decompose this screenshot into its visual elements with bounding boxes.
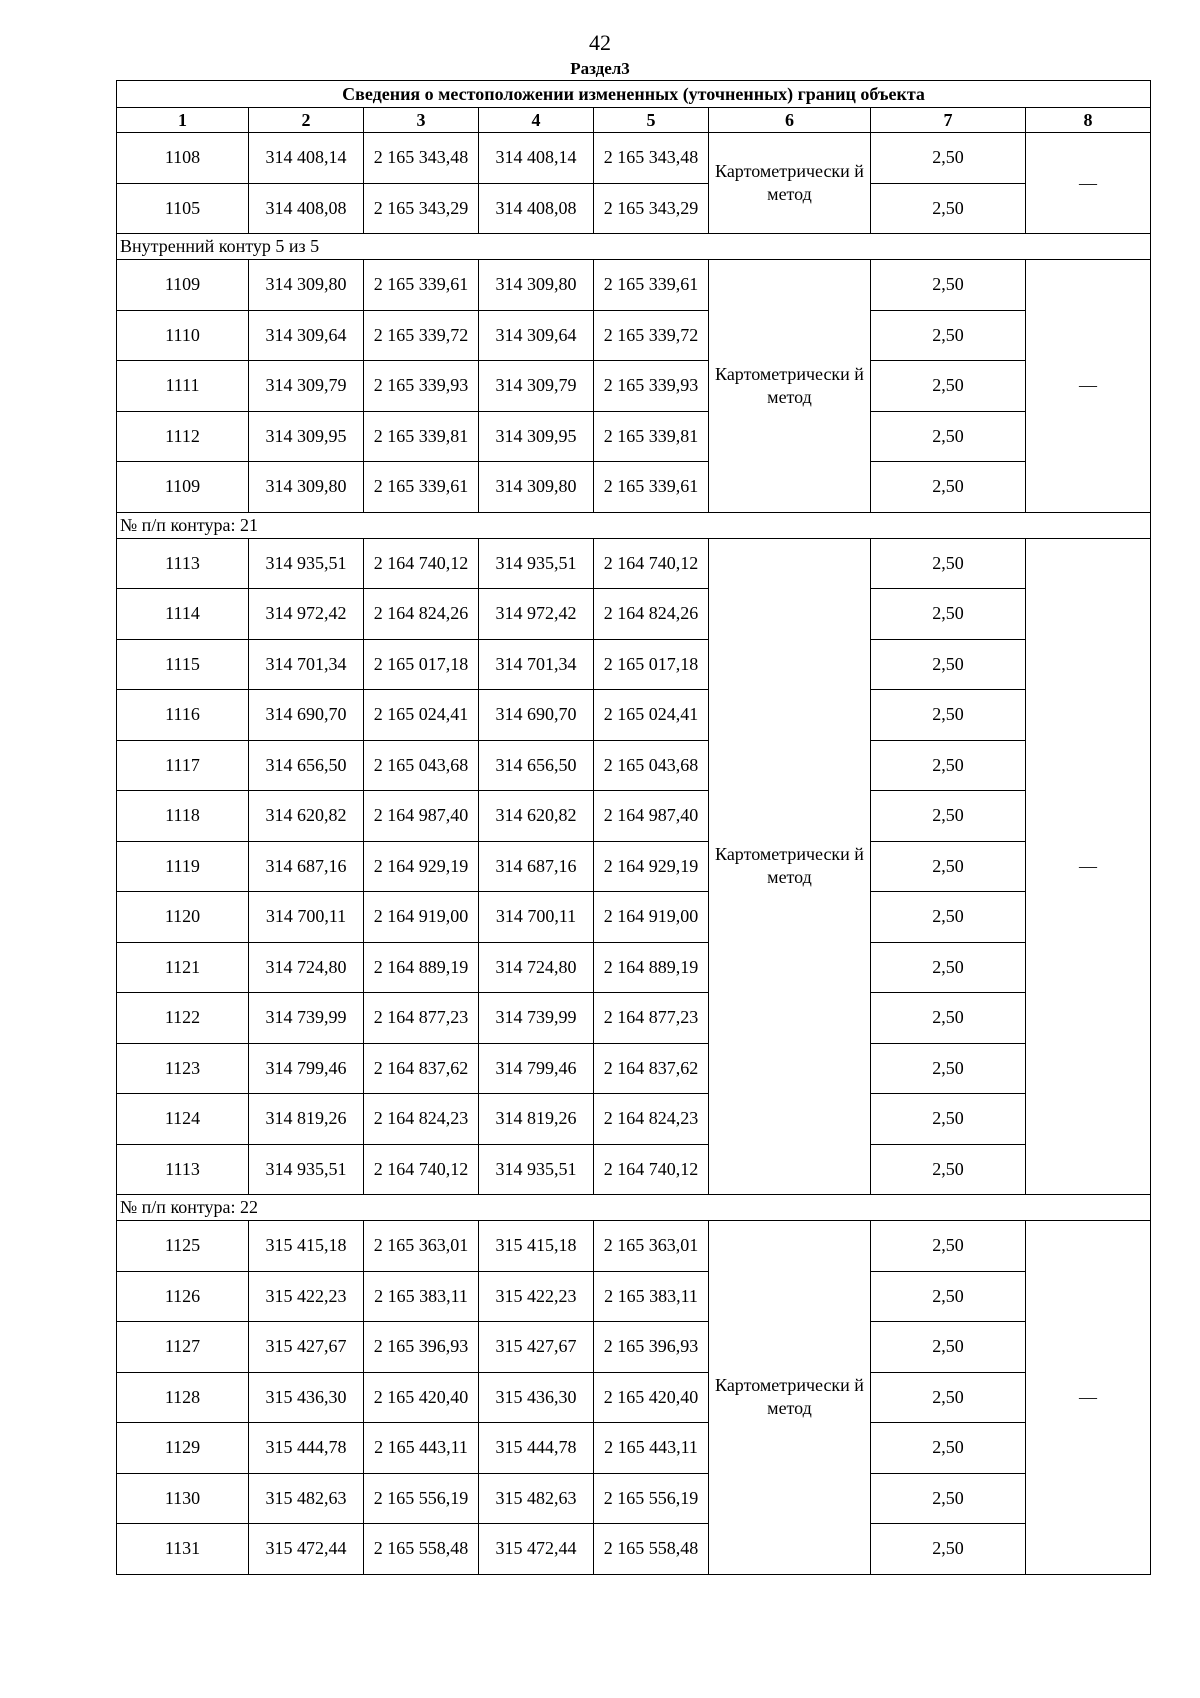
point-number-cell: 1121: [117, 942, 249, 993]
y-existing-cell: 2 165 339,72: [364, 310, 479, 361]
x-new-cell: 314 972,42: [479, 589, 594, 640]
y-new-cell: 2 164 740,12: [594, 1144, 709, 1195]
column-header: 2: [249, 108, 364, 133]
accuracy-cell: 2,50: [871, 892, 1026, 943]
table-row: [117, 361, 1151, 412]
x-existing-cell: 315 427,67: [249, 1322, 364, 1373]
y-new-cell: 2 165 420,40: [594, 1372, 709, 1423]
x-new-cell: 315 444,78: [479, 1423, 594, 1474]
x-new-cell: 314 408,14: [479, 133, 594, 184]
point-number-cell: 1119: [117, 841, 249, 892]
accuracy-cell: 2,50: [871, 411, 1026, 462]
accuracy-cell: 2,50: [871, 639, 1026, 690]
x-new-cell: 314 408,08: [479, 183, 594, 234]
y-new-cell: 2 165 343,48: [594, 133, 709, 184]
table-row: [117, 690, 1151, 741]
point-number-cell: 1117: [117, 740, 249, 791]
x-existing-cell: 315 444,78: [249, 1423, 364, 1474]
y-existing-cell: 2 165 343,48: [364, 133, 479, 184]
contour-label: № п/п контура: 21: [117, 512, 1151, 538]
table-row: [117, 1094, 1151, 1145]
accuracy-cell: 2,50: [871, 841, 1026, 892]
y-new-cell: 2 164 919,00: [594, 892, 709, 943]
x-existing-cell: 314 309,80: [249, 260, 364, 311]
table-row: [117, 942, 1151, 993]
y-new-cell: 2 164 877,23: [594, 993, 709, 1044]
point-number-cell: 1127: [117, 1322, 249, 1373]
table-row: [117, 1322, 1151, 1373]
x-new-cell: 315 422,23: [479, 1271, 594, 1322]
accuracy-cell: 2,50: [871, 1322, 1026, 1373]
point-number-cell: 1113: [117, 538, 249, 589]
x-new-cell: 315 427,67: [479, 1322, 594, 1373]
point-number-cell: 1110: [117, 310, 249, 361]
y-new-cell: 2 165 558,48: [594, 1524, 709, 1575]
x-existing-cell: 314 687,16: [249, 841, 364, 892]
table-row: [117, 1221, 1151, 1272]
x-existing-cell: 314 724,80: [249, 942, 364, 993]
method-cell: Картометрически й метод: [709, 1221, 871, 1575]
table-title: Сведения о местоположении измененных (уточненных) границ объекта: [117, 81, 1151, 108]
description-dash-cell: —: [1026, 133, 1151, 234]
y-new-cell: 2 165 339,61: [594, 260, 709, 311]
x-existing-cell: 315 415,18: [249, 1221, 364, 1272]
section-title: Раздел3: [570, 59, 630, 78]
y-existing-cell: 2 164 889,19: [364, 942, 479, 993]
y-existing-cell: 2 165 383,11: [364, 1271, 479, 1322]
table-row: [117, 639, 1151, 690]
x-existing-cell: 314 309,79: [249, 361, 364, 412]
y-new-cell: 2 165 024,41: [594, 690, 709, 741]
x-new-cell: 314 309,80: [479, 260, 594, 311]
column-header: 3: [364, 108, 479, 133]
page-number: 42: [589, 30, 611, 55]
point-number-cell: 1131: [117, 1524, 249, 1575]
point-number-cell: 1116: [117, 690, 249, 741]
point-number-cell: 1114: [117, 589, 249, 640]
x-existing-cell: 314 701,34: [249, 639, 364, 690]
x-existing-cell: 314 972,42: [249, 589, 364, 640]
y-existing-cell: 2 165 558,48: [364, 1524, 479, 1575]
table-row: [117, 1473, 1151, 1524]
y-existing-cell: 2 165 339,81: [364, 411, 479, 462]
table-row: [117, 462, 1151, 513]
accuracy-cell: 2,50: [871, 361, 1026, 412]
accuracy-cell: 2,50: [871, 993, 1026, 1044]
point-number-cell: 1113: [117, 1144, 249, 1195]
contour-label-row: [117, 1195, 1151, 1221]
table-row: [117, 791, 1151, 842]
description-dash-cell: —: [1026, 260, 1151, 513]
point-number-cell: 1111: [117, 361, 249, 412]
y-existing-cell: 2 164 929,19: [364, 841, 479, 892]
y-existing-cell: 2 164 987,40: [364, 791, 479, 842]
x-new-cell: 314 309,64: [479, 310, 594, 361]
x-existing-cell: 314 408,14: [249, 133, 364, 184]
y-existing-cell: 2 165 043,68: [364, 740, 479, 791]
column-header-row: [117, 108, 1151, 133]
x-new-cell: 314 309,95: [479, 411, 594, 462]
point-number-cell: 1115: [117, 639, 249, 690]
accuracy-cell: 2,50: [871, 740, 1026, 791]
table-row: [117, 310, 1151, 361]
contour-label: № п/п контура: 22: [117, 1195, 1151, 1221]
coordinates-table: [116, 80, 1151, 1575]
x-new-cell: 314 819,26: [479, 1094, 594, 1145]
y-existing-cell: 2 165 017,18: [364, 639, 479, 690]
y-existing-cell: 2 164 824,23: [364, 1094, 479, 1145]
y-existing-cell: 2 164 837,62: [364, 1043, 479, 1094]
y-new-cell: 2 165 339,93: [594, 361, 709, 412]
column-header: 7: [871, 108, 1026, 133]
x-existing-cell: 314 935,51: [249, 538, 364, 589]
accuracy-cell: 2,50: [871, 462, 1026, 513]
accuracy-cell: 2,50: [871, 791, 1026, 842]
x-new-cell: 314 687,16: [479, 841, 594, 892]
x-new-cell: 314 700,11: [479, 892, 594, 943]
x-existing-cell: 314 700,11: [249, 892, 364, 943]
x-existing-cell: 314 408,08: [249, 183, 364, 234]
y-existing-cell: 2 164 824,26: [364, 589, 479, 640]
y-existing-cell: 2 164 740,12: [364, 538, 479, 589]
x-new-cell: 315 472,44: [479, 1524, 594, 1575]
y-new-cell: 2 164 987,40: [594, 791, 709, 842]
accuracy-cell: 2,50: [871, 1221, 1026, 1272]
x-new-cell: 315 436,30: [479, 1372, 594, 1423]
y-existing-cell: 2 165 396,93: [364, 1322, 479, 1373]
point-number-cell: 1120: [117, 892, 249, 943]
x-existing-cell: 314 656,50: [249, 740, 364, 791]
accuracy-cell: 2,50: [871, 1473, 1026, 1524]
x-existing-cell: 315 436,30: [249, 1372, 364, 1423]
y-new-cell: 2 165 556,19: [594, 1473, 709, 1524]
accuracy-cell: 2,50: [871, 589, 1026, 640]
point-number-cell: 1129: [117, 1423, 249, 1474]
x-new-cell: 315 415,18: [479, 1221, 594, 1272]
x-new-cell: 314 690,70: [479, 690, 594, 741]
column-header: 4: [479, 108, 594, 133]
accuracy-cell: 2,50: [871, 260, 1026, 311]
table-row: [117, 1423, 1151, 1474]
y-existing-cell: 2 165 420,40: [364, 1372, 479, 1423]
accuracy-cell: 2,50: [871, 1423, 1026, 1474]
x-new-cell: 314 724,80: [479, 942, 594, 993]
column-header: 8: [1026, 108, 1151, 133]
y-new-cell: 2 164 837,62: [594, 1043, 709, 1094]
method-cell: Картометрически й метод: [709, 260, 871, 513]
y-new-cell: 2 165 339,72: [594, 310, 709, 361]
y-existing-cell: 2 165 343,29: [364, 183, 479, 234]
y-existing-cell: 2 165 339,61: [364, 462, 479, 513]
accuracy-cell: 2,50: [871, 1271, 1026, 1322]
y-new-cell: 2 165 017,18: [594, 639, 709, 690]
accuracy-cell: 2,50: [871, 1524, 1026, 1575]
x-new-cell: 314 620,82: [479, 791, 594, 842]
table-row: [117, 993, 1151, 1044]
y-existing-cell: 2 164 877,23: [364, 993, 479, 1044]
table-row: [117, 411, 1151, 462]
y-new-cell: 2 165 443,11: [594, 1423, 709, 1474]
accuracy-cell: 2,50: [871, 1094, 1026, 1145]
column-header: 5: [594, 108, 709, 133]
x-new-cell: 315 482,63: [479, 1473, 594, 1524]
y-new-cell: 2 165 343,29: [594, 183, 709, 234]
x-new-cell: 314 935,51: [479, 1144, 594, 1195]
table-row: [117, 260, 1151, 311]
table-row: [117, 1524, 1151, 1575]
point-number-cell: 1112: [117, 411, 249, 462]
y-existing-cell: 2 164 919,00: [364, 892, 479, 943]
y-new-cell: 2 165 339,61: [594, 462, 709, 513]
table-row: [117, 892, 1151, 943]
y-existing-cell: 2 165 443,11: [364, 1423, 479, 1474]
x-existing-cell: 314 309,80: [249, 462, 364, 513]
table-row: [117, 841, 1151, 892]
accuracy-cell: 2,50: [871, 942, 1026, 993]
point-number-cell: 1123: [117, 1043, 249, 1094]
contour-label-row: [117, 512, 1151, 538]
y-new-cell: 2 164 824,23: [594, 1094, 709, 1145]
point-number-cell: 1122: [117, 993, 249, 1044]
x-new-cell: 314 739,99: [479, 993, 594, 1044]
x-new-cell: 314 656,50: [479, 740, 594, 791]
point-number-cell: 1126: [117, 1271, 249, 1322]
y-new-cell: 2 165 043,68: [594, 740, 709, 791]
point-number-cell: 1125: [117, 1221, 249, 1272]
accuracy-cell: 2,50: [871, 690, 1026, 741]
y-new-cell: 2 164 929,19: [594, 841, 709, 892]
column-header: 1: [117, 108, 249, 133]
point-number-cell: 1109: [117, 260, 249, 311]
x-existing-cell: 314 690,70: [249, 690, 364, 741]
x-existing-cell: 315 472,44: [249, 1524, 364, 1575]
x-existing-cell: 315 482,63: [249, 1473, 364, 1524]
table-row: [117, 1271, 1151, 1322]
description-dash-cell: —: [1026, 1221, 1151, 1575]
y-new-cell: 2 164 824,26: [594, 589, 709, 640]
y-existing-cell: 2 165 024,41: [364, 690, 479, 741]
point-number-cell: 1130: [117, 1473, 249, 1524]
x-existing-cell: 314 309,64: [249, 310, 364, 361]
table-row: [117, 1043, 1151, 1094]
x-new-cell: 314 309,80: [479, 462, 594, 513]
y-existing-cell: 2 165 339,93: [364, 361, 479, 412]
method-cell: Картометрически й метод: [709, 538, 871, 1195]
point-number-cell: 1118: [117, 791, 249, 842]
table-row: [117, 589, 1151, 640]
contour-label-row: [117, 234, 1151, 260]
table-row: [117, 538, 1151, 589]
method-cell: Картометрически й метод: [709, 133, 871, 234]
y-new-cell: 2 164 740,12: [594, 538, 709, 589]
contour-label: Внутренний контур 5 из 5: [117, 234, 1151, 260]
x-existing-cell: 315 422,23: [249, 1271, 364, 1322]
accuracy-cell: 2,50: [871, 1144, 1026, 1195]
x-existing-cell: 314 799,46: [249, 1043, 364, 1094]
x-existing-cell: 314 739,99: [249, 993, 364, 1044]
x-new-cell: 314 799,46: [479, 1043, 594, 1094]
point-number-cell: 1124: [117, 1094, 249, 1145]
point-number-cell: 1105: [117, 183, 249, 234]
x-existing-cell: 314 819,26: [249, 1094, 364, 1145]
y-new-cell: 2 164 889,19: [594, 942, 709, 993]
y-existing-cell: 2 165 339,61: [364, 260, 479, 311]
x-new-cell: 314 701,34: [479, 639, 594, 690]
accuracy-cell: 2,50: [871, 1372, 1026, 1423]
x-new-cell: 314 935,51: [479, 538, 594, 589]
description-dash-cell: —: [1026, 538, 1151, 1195]
point-number-cell: 1128: [117, 1372, 249, 1423]
table-row: [117, 183, 1151, 234]
y-new-cell: 2 165 383,11: [594, 1271, 709, 1322]
accuracy-cell: 2,50: [871, 133, 1026, 184]
table-row: [117, 1372, 1151, 1423]
y-new-cell: 2 165 363,01: [594, 1221, 709, 1272]
x-new-cell: 314 309,79: [479, 361, 594, 412]
table-row: [117, 740, 1151, 791]
point-number-cell: 1108: [117, 133, 249, 184]
accuracy-cell: 2,50: [871, 538, 1026, 589]
accuracy-cell: 2,50: [871, 1043, 1026, 1094]
accuracy-cell: 2,50: [871, 310, 1026, 361]
point-number-cell: 1109: [117, 462, 249, 513]
y-new-cell: 2 165 396,93: [594, 1322, 709, 1373]
x-existing-cell: 314 620,82: [249, 791, 364, 842]
column-header: 6: [709, 108, 871, 133]
y-existing-cell: 2 164 740,12: [364, 1144, 479, 1195]
x-existing-cell: 314 935,51: [249, 1144, 364, 1195]
table-row: [117, 1144, 1151, 1195]
table-body: [117, 133, 1151, 1575]
x-existing-cell: 314 309,95: [249, 411, 364, 462]
y-new-cell: 2 165 339,81: [594, 411, 709, 462]
y-existing-cell: 2 165 363,01: [364, 1221, 479, 1272]
table-row: [117, 133, 1151, 184]
accuracy-cell: 2,50: [871, 183, 1026, 234]
y-existing-cell: 2 165 556,19: [364, 1473, 479, 1524]
